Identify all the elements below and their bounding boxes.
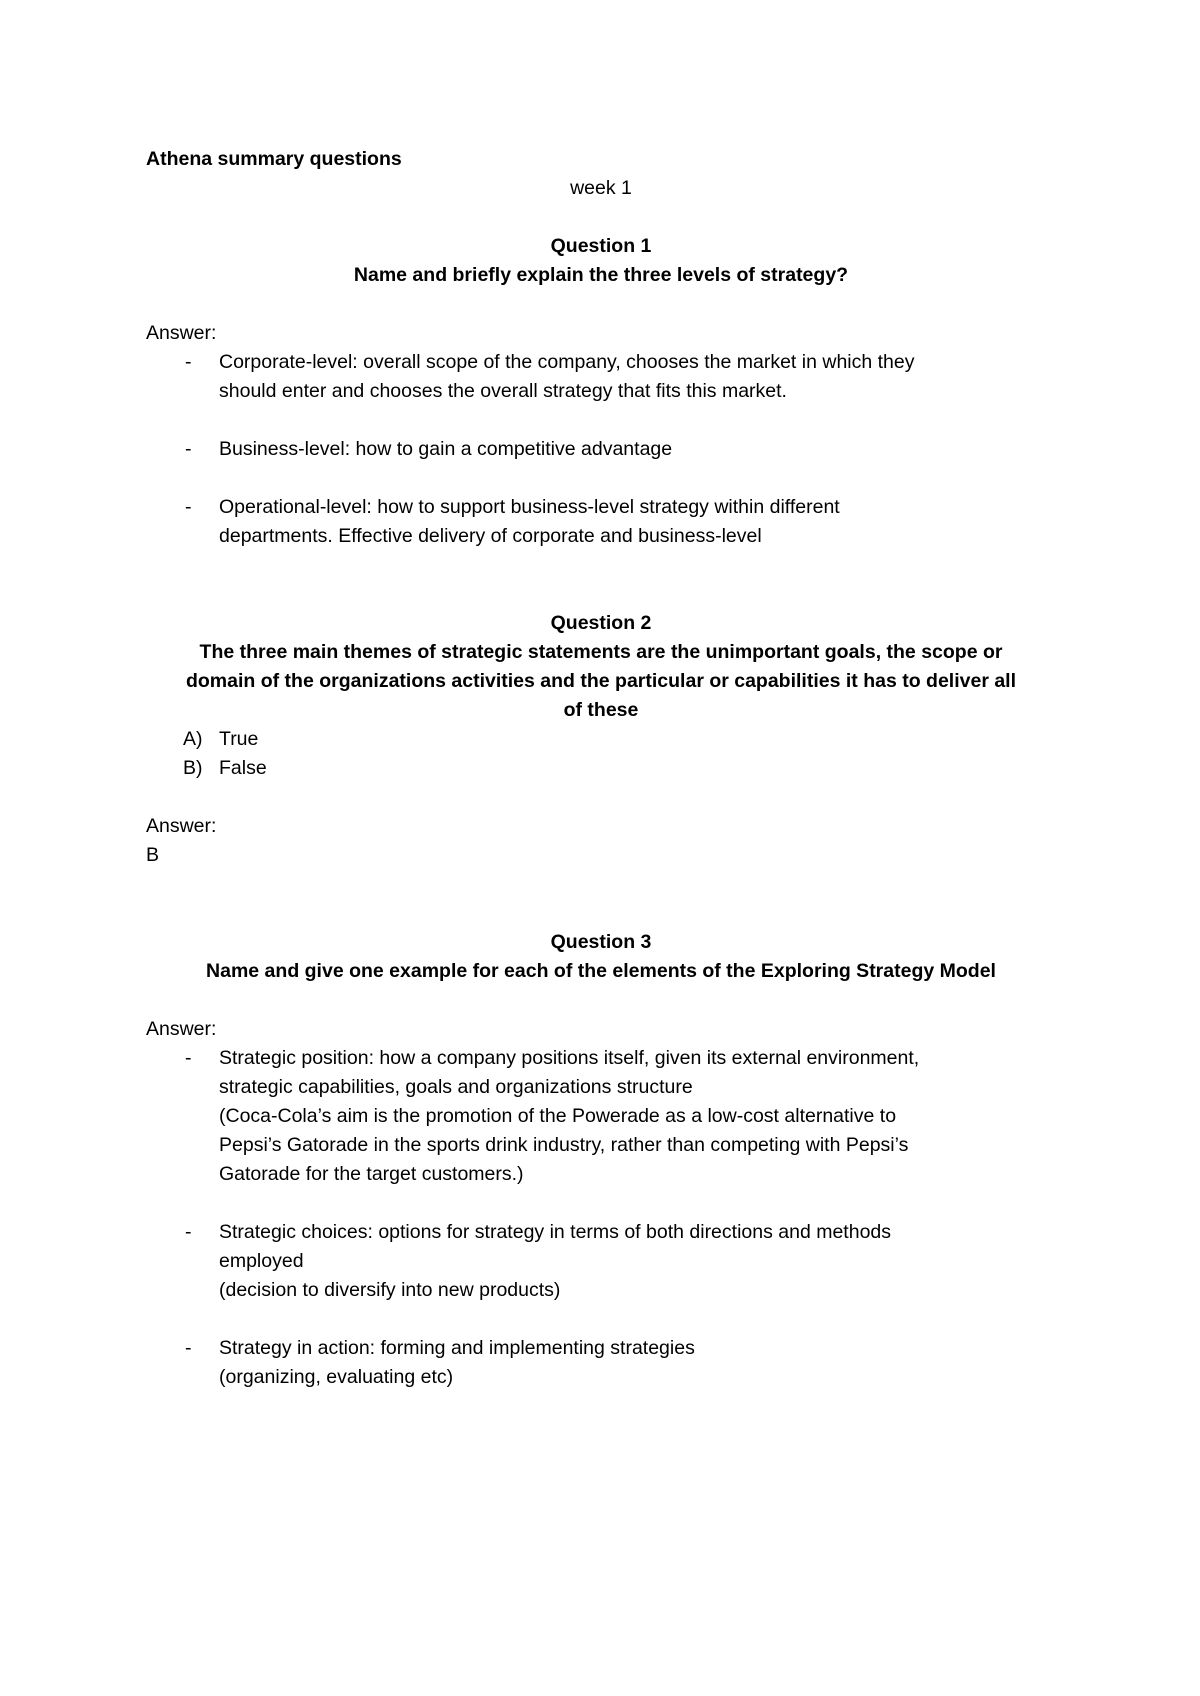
question-1-section [146,232,1056,551]
question-1-label: Question 1 [550,235,652,257]
question-3-answer-label: Answer: [146,1018,217,1040]
list-item: - Strategy in action: forming and implementing strategies (organizing, evaluating etc) [146,1334,1056,1392]
dash-bullet: - [185,438,192,460]
option-b [146,754,1056,783]
list-item: - Operational-level: how to support business-level strategy within different departments. Effective delivery of corporate and business-level [146,493,1056,551]
question-1-answer-list [146,348,1056,551]
dash-bullet: - [185,1337,192,1359]
question-2-label: Question 2 [550,612,652,634]
week-heading: week 1 [570,177,632,199]
dash-bullet: - [185,1047,192,1069]
document-title: Athena summary questions [146,148,402,170]
dash-bullet: - [185,351,192,373]
list-item: - Corporate-level: overall scope of the company, chooses the market in which they should enter and chooses the overall strategy that fits this market. [146,348,1056,406]
question-3-section [146,928,1056,1392]
question-3-label: Question 3 [550,931,652,953]
list-item: - Strategic position: how a company positions itself, given its external environment, strategic capabilities, goals and organizations structure (Coca-Cola’s aim is the promotion of the Powerade as a low-cost alternative to Pepsi’s Gatorade in the sports drink industry, rather than competing with Pepsi’s Gatorade for the target customers.) [146,1044,1056,1189]
question-2-section [146,609,1056,870]
question-2-text-line-3: of these [563,699,639,721]
option-a-text: True [219,728,259,750]
question-2-text-line-1: The three main themes of strategic statements are the unimportant goals, the scope or [199,641,1003,663]
list-item: - Strategic choices: options for strategy in terms of both directions and methods employed (decision to diversify into new products) [146,1218,1056,1305]
option-a-marker: A) [183,728,203,750]
question-3-text: Name and give one example for each of the elements of the Exploring Strategy Model [206,960,996,982]
question-2-answer: B [146,844,160,866]
question-2-options [146,725,1056,783]
option-a [146,725,1056,754]
list-item: - Business-level: how to gain a competitive advantage [146,435,1056,464]
dash-bullet: - [185,1221,192,1243]
option-b-text: False [219,757,267,779]
document-page [146,145,1056,1392]
question-1-text: Name and briefly explain the three levels of strategy? [353,264,849,286]
dash-bullet: - [185,496,192,518]
question-3-answer-list [146,1044,1056,1392]
question-1-answer-label: Answer: [146,322,217,344]
question-2-text-line-2: domain of the organizations activities and the particular or capabilities it has to deliver all [185,670,1017,692]
question-2-answer-label: Answer: [146,815,217,837]
option-b-marker: B) [183,757,203,779]
